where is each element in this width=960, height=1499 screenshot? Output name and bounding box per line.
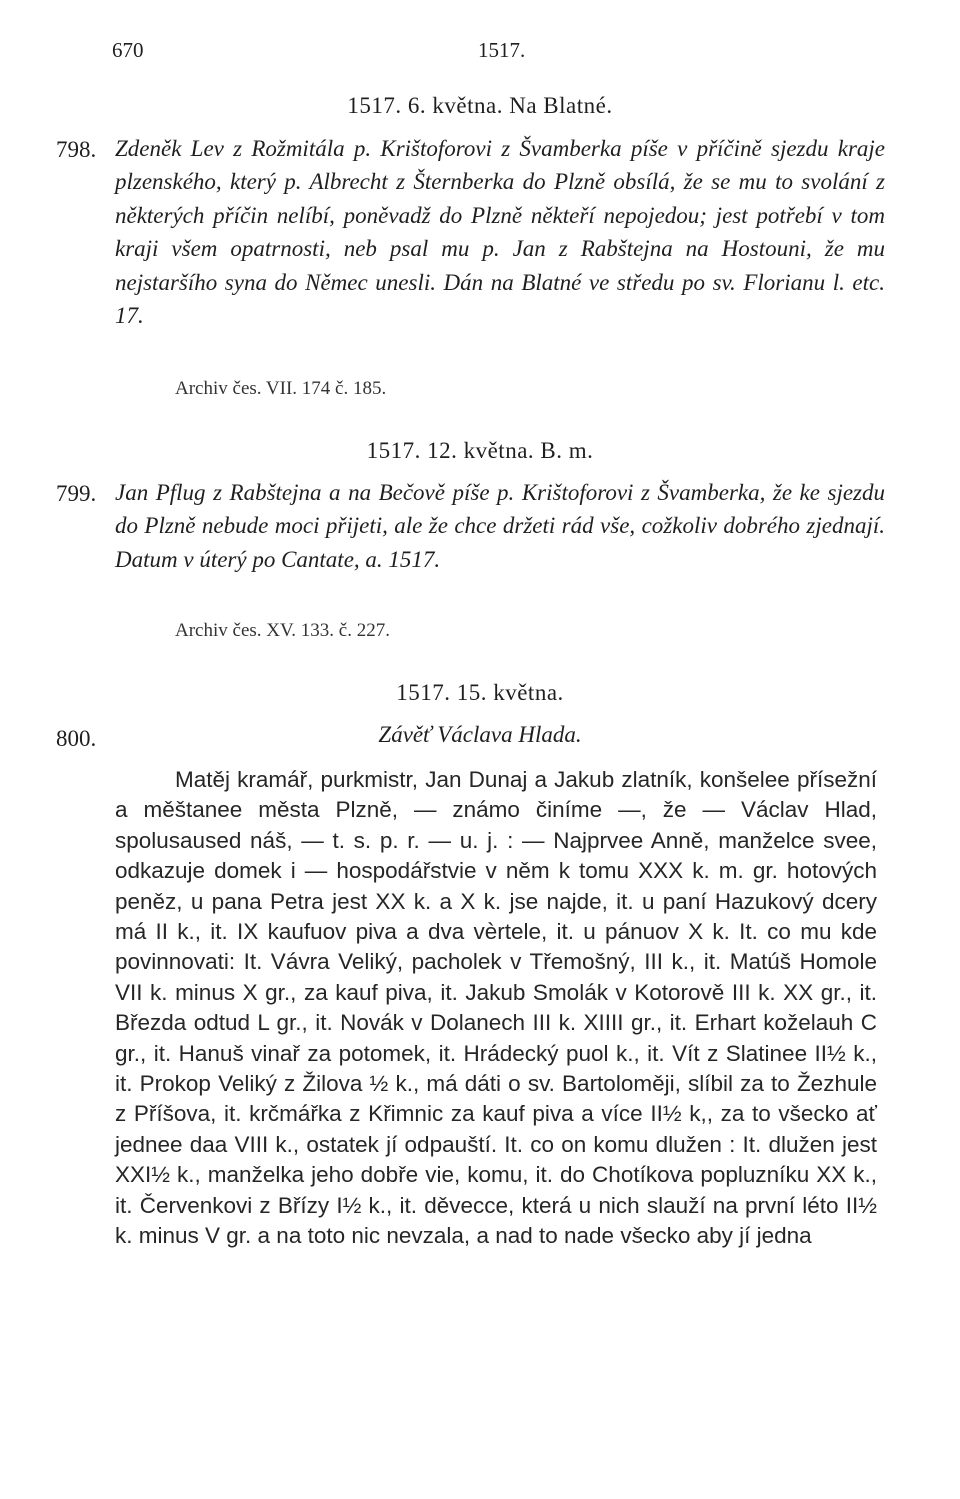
entry-800-title: Závěť Václava Hlada.: [378, 722, 582, 747]
entry-798-regest: Zdeněk Lev z Rožmitála p. Krištoforovi z Švamberka píše v příčině sjezdu kraje plzenského, který p. Albrecht z Šternberka do Plzně obsílá, že se mu to svolání z některých příčin nelíbí, poněvadž do Plzně někteří nepojedou; jest potřebí v tom kraji všem opatrnosti, neb psal mu p. Jan z Rabštejna na Hostouni, že mu nejstaršího syna do Němec unesli. Dán na Blatné ve středu po sv. Florianu l. etc. 17.: [115, 136, 885, 329]
entry-798-number: 798.: [56, 137, 97, 162]
entry-799-regest: Jan Pflug z Rabštejna a na Bečově píše p. Krištoforovi z Švamberka, že ke sjezdu do Plzně nebude moci přijeti, ale že chce držeti rád vše, cožkoliv dobrého zjednají. Datum v úterý po Cantate, a. 1517.: [115, 480, 885, 572]
entry-800-body: Matěj kramář, purkmistr, Jan Dunaj a Jakub zlatník, konšelee přísežní a měštanee města Plzně, — známo činíme —, že — Václav Hlad, spolusaused náš, — t. s. p. r. — u. j. : — Najprvee Anně, manželce svee, odkazuje domek i — hospodářstvie v něm k tomu XXX k. m. gr. hotových peněz, u pana Petra jest XX k. a X k. jse najde, it. u paní Hazukový dcery má II k., it. IX kaufuov piva a dva vèrtele, it. u pánuov X k. It. co mu kde povinnovati: It. Vávra Veliký, pacholek v Třemošný, III k., it. Matúš Homole VII k. minus X gr., za kauf piva, it. Jakub Smolák v Kotorově III k. XX gr., it. Březda odtud L gr., it. Novák v Dolanech III k. XIIII gr., it. Erhart koželauh C gr., it. Hanuš vinař za potomek, it. Hrádecký puol k., it. Vít z Slatinee II½ k., it. Prokop Veliký z Žilova ½ k., má dáti o sv. Bartoloměji, slíbil za to Žezhule z Příšova, it. krčmářka z Křimnic za kauf piva a více II½ k,, za to všecko ať jednee daa VIII k., ostatek jí odpauští. It. co on komu dlužen : It. dlužen jest XXI½ k., manželka jeho dobře vie, komu, it. do Chotíkova popluzníku XX k., it. Červenkovi z Břízy I½ k., it. děvecce, která u nich slauží na první léto II½ k. minus V gr. a na toto nic nevzala, a nad to nade všecko aby jí jedna: [115, 767, 877, 1249]
entry-800-number: 800.: [56, 726, 97, 751]
entry-799-number: 799.: [56, 481, 97, 506]
running-head: [112, 38, 872, 68]
entry-800-date-heading: 1517. 15. května.: [396, 680, 564, 705]
page-number: 670: [112, 38, 144, 62]
entry-799-source: Archiv čes. XV. 133. č. 227.: [175, 620, 390, 641]
entry-798-source: Archiv čes. VII. 174 č. 185.: [175, 378, 387, 399]
entry-798-date-heading: 1517. 6. května. Na Blatné.: [347, 93, 613, 118]
entry-799-date-heading: 1517. 12. května. B. m.: [366, 438, 594, 463]
running-head-year: 1517.: [478, 38, 526, 62]
